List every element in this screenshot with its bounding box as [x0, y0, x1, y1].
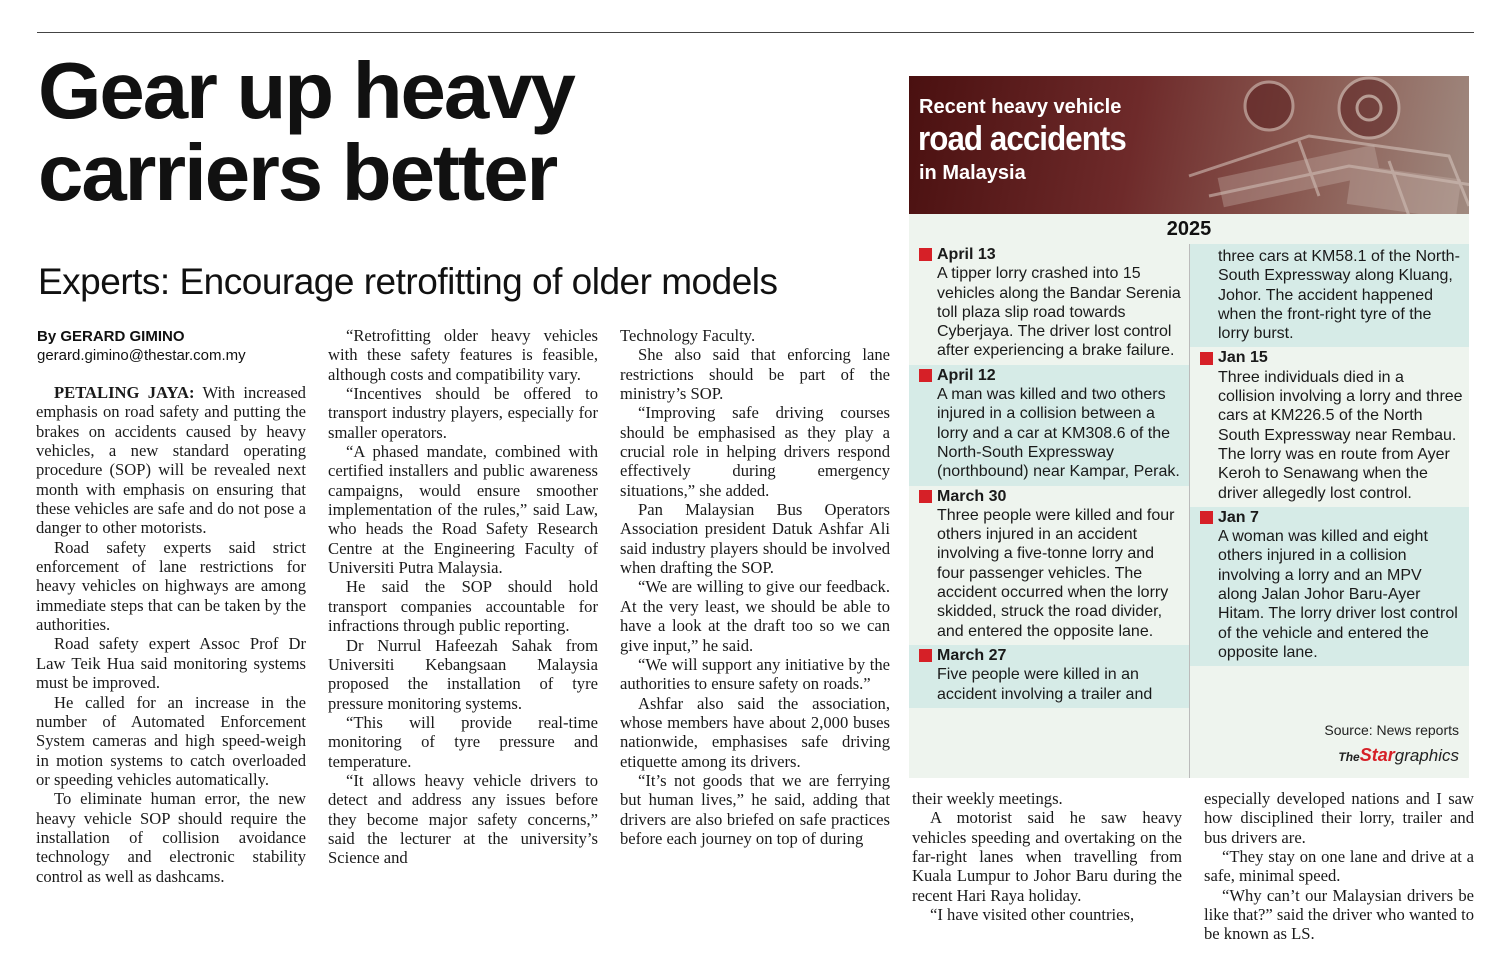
paragraph: He said the SOP should hold transport companies accountable for infractions through public reporting.	[328, 577, 598, 636]
entry-text: Five people were killed in an accident involving a trailer and	[937, 666, 1153, 703]
paragraph: With increased emphasis on road safety and putting the brakes on accidents caused by heavy vehicles, a new standard operating procedure (SOP) will be revealed next month with emphasis on ensuring that these vehicles are safe and do not pose a danger to other motorists.	[36, 383, 306, 538]
paragraph: “Why can’t our Malaysian drivers be like that?” said the driver who wanted to be known as LS.	[1204, 885, 1474, 944]
timeline-entry	[1190, 507, 1469, 666]
paragraph: “It’s not goods that we are ferrying but human lives,” he said, adding that drivers are also briefed on safe practices before each journey on top of during	[620, 770, 890, 848]
timeline-left	[909, 244, 1189, 708]
entry-text: three cars at KM58.1 of the North-South Expressway along Kluang, Johor. The accident happened when the front-right tyre of the lorry burst.	[1218, 248, 1460, 343]
timeline-entry	[909, 645, 1189, 708]
entry-date: Jan 15	[1218, 349, 1268, 367]
top-rule	[37, 32, 1474, 33]
paragraph: Road safety experts said strict enforcement of lane restrictions for heavy vehicles on highways are among immediate steps that can be taken by the authorities.	[36, 537, 306, 635]
subheadline: Experts: Encourage retrofitting of older models	[38, 261, 778, 302]
article-column-5	[1204, 789, 1474, 944]
article-column-3	[620, 326, 890, 848]
paragraph: To eliminate human error, the new heavy vehicle SOP should require the installation of collision avoidance technology and electronic stability control as well as dashcams.	[36, 789, 306, 886]
author-email: gerard.gimino@thestar.com.my	[37, 347, 246, 364]
headline-line-2: carriers better	[38, 128, 557, 217]
bullet-square-icon	[919, 369, 932, 382]
paragraph: Road safety expert Assoc Prof Dr Law Teik Hua said monitoring systems must be improved.	[36, 634, 306, 693]
timeline-entry	[909, 244, 1189, 365]
paragraph-continued: especially developed nations and I saw how disciplined their lorry, trailer and bus drivers are.	[1204, 789, 1474, 847]
article-column-1	[36, 383, 306, 886]
infographic-year: 2025	[909, 214, 1469, 244]
timeline-entry	[909, 365, 1189, 486]
headline	[38, 46, 915, 217]
paragraph: “I have visited other countries,	[930, 905, 1135, 925]
bullet-square-icon	[919, 248, 932, 261]
dateline: PETALING JAYA:	[54, 383, 195, 402]
timeline-entry	[1190, 347, 1469, 506]
entry-text: Three individuals died in a collision involving a lorry and three cars at KM226.5 of the North South Expressway near Rembau. The lorry was en route from Ayer Keroh to Senawang when the driver allegedly lost control.	[1218, 368, 1463, 502]
article-column-4	[912, 789, 1182, 924]
accidents-infographic	[909, 76, 1469, 778]
entry-date: March 30	[937, 487, 1007, 505]
star-graphics-logo: TheStargraphics	[1338, 745, 1459, 765]
paragraph: Pan Malaysian Bus Operators Association president Datuk Ashfar Ali said industry players should be involved when drafting the SOP.	[620, 500, 890, 578]
paragraph: She also said that enforcing lane restrictions should be part of the ministry’s SOP.	[620, 345, 890, 404]
paragraph: Ashfar also said the association, whose members have about 2,000 buses nationwide, emphasises safe driving etiquette among its drivers.	[620, 693, 890, 771]
entry-text: A tipper lorry crashed into 15 vehicles along the Bandar Serenia toll plaza slip road towards Cyberjaya. The driver lost control after experiencing a brake failure.	[937, 265, 1181, 360]
infographic-banner	[909, 76, 1469, 214]
timeline-entry-continued	[1190, 244, 1469, 347]
paragraph: Dr Nurrul Hafeezah Sahak from Universiti Kebangsaan Malaysia proposed the installation of tyre pressure monitoring systems.	[328, 635, 598, 713]
bullet-square-icon	[1200, 352, 1213, 365]
infographic-title-2: road accidents	[918, 120, 1126, 158]
paragraph: He called for an increase in the number of Automated Enforcement System cameras and high speed-weigh in motion systems to catch overloaded or speeding vehicles automatically.	[36, 692, 306, 789]
paragraph: “A phased mandate, combined with certified installers and public awareness campaigns, would ensure smoother implementation of the rules,” said Law, who heads the Road Safety Research Centre at the Engineering Faculty of Universiti Putra Malaysia.	[328, 442, 598, 578]
entry-text: Three people were killed and four others injured in an accident involving a five-tonne lorry and four passenger vehicles. The accident occurred when the lorry skidded, struck the road divider, and entered the opposite lane.	[937, 506, 1175, 640]
entry-text: A man was killed and two others injured in a collision between a lorry and a car at KM308.6 of the North-South Expressway (northbound) near Kampar, Perak.	[937, 386, 1180, 481]
paragraph: “We will support any initiative by the authorities to ensure safety on roads.”	[620, 654, 890, 694]
infographic-title-3: in Malaysia	[919, 162, 1026, 184]
paragraph: “Incentives should be offered to transport industry players, especially for smaller operators.	[328, 384, 598, 442]
infographic-title-1: Recent heavy vehicle	[919, 96, 1122, 118]
paragraph: “Improving safe driving courses should be emphasised as they play a crucial role in helping drivers respond effectively during emergency situations,” she added.	[620, 403, 890, 500]
bullet-square-icon	[919, 649, 932, 662]
bullet-square-icon	[919, 490, 932, 503]
overturned-truck-image	[1149, 76, 1469, 214]
paragraph: “They stay on one lane and drive at a safe, minimal speed.	[1204, 847, 1474, 886]
paragraph: “Retrofitting older heavy vehicles with these safety features is feasible, although costs and compatibility vary.	[328, 326, 598, 384]
source-note: Source: News reports	[1324, 722, 1459, 738]
timeline-right	[1189, 244, 1469, 778]
entry-date: March 27	[937, 646, 1007, 664]
byline	[37, 327, 317, 365]
entry-date: April 13	[937, 246, 996, 263]
bullet-square-icon	[1200, 511, 1213, 524]
paragraph-continued: Technology Faculty.	[620, 326, 756, 345]
entry-text: A woman was killed and eight others injured in a collision involving a lorry and an MPV along Jalan Johor Baru-Ayer Hitam. The lorry driver lost control of the vehicle and entered the opposite lane.	[1218, 528, 1458, 661]
author-name: By GERARD GIMINO	[37, 328, 185, 345]
paragraph: “This will provide real-time monitoring of tyre pressure and temperature.	[328, 712, 598, 771]
paragraph: “It allows heavy vehicle drivers to detect and address any issues before they become major safety concerns,” said the lecturer at the university’s Science and	[328, 770, 598, 868]
paragraph: “We are willing to give our feedback. At the very least, we should be able to have a look at the draft too so we can give input,” he said.	[620, 577, 890, 655]
timeline-entry	[909, 486, 1189, 645]
paragraph: A motorist said he saw heavy vehicles speeding and overtaking on the far-right lanes when travelling from Kuala Lumpur to Johor Baru during the recent Hari Raya holiday.	[912, 808, 1182, 905]
paragraph-continued: their weekly meetings.	[912, 789, 1063, 808]
article-column-2	[328, 326, 598, 868]
headline-line-1: Gear up heavy	[38, 46, 574, 135]
entry-date: Jan 7	[1218, 508, 1259, 526]
entry-date: April 12	[937, 366, 996, 384]
